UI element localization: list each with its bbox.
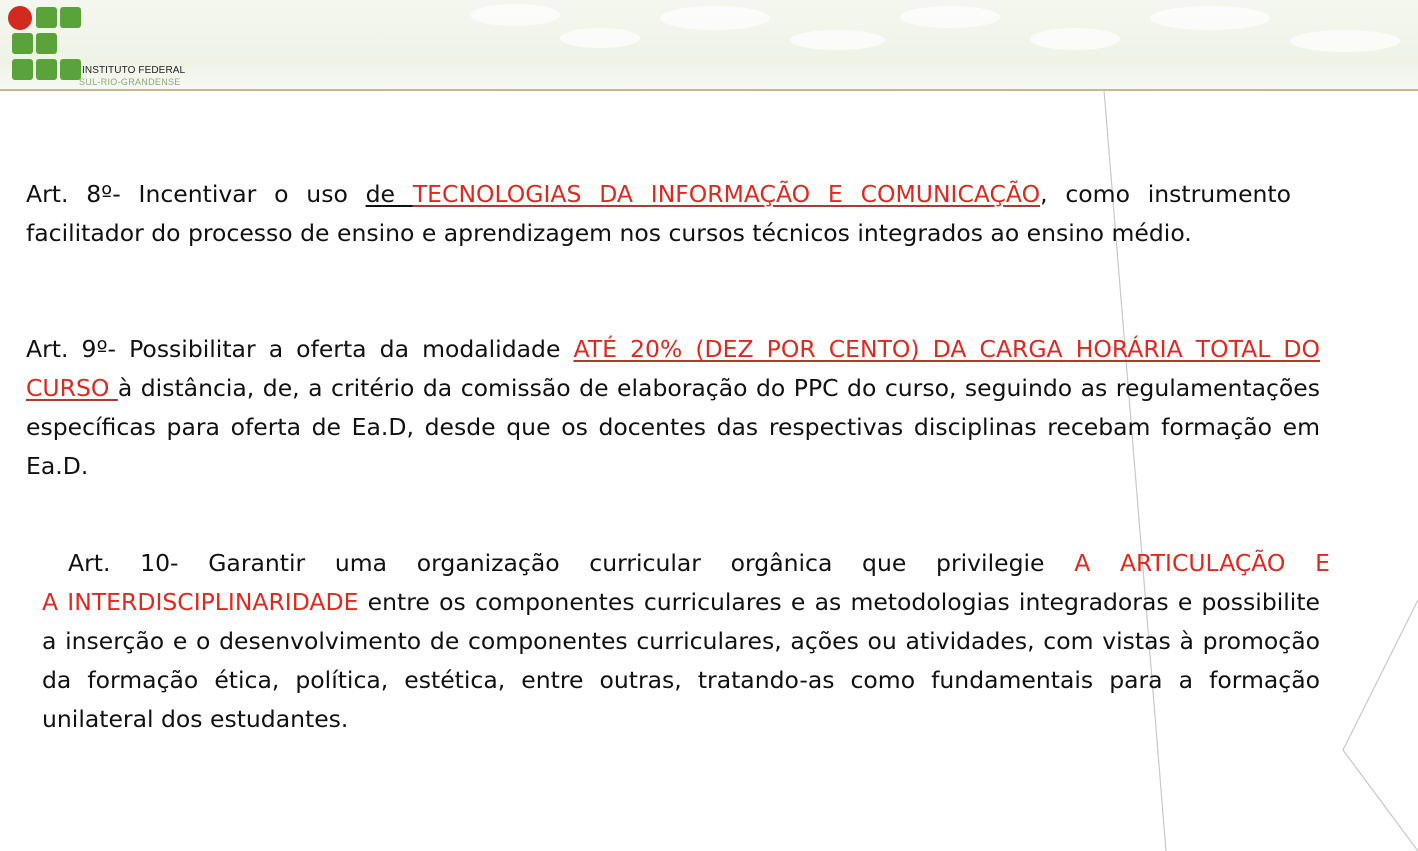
institution-name: INSTITUTO FEDERAL: [82, 65, 186, 76]
article-10: [42, 544, 1330, 739]
art9-highlight: ATÉ 20% (DEZ POR CENTO) DA CARGA HORÁRIA TOTAL DO CURSO: [26, 335, 1320, 402]
art9-rest: à distância, de, a critério da comissão de elaboração do PPC do curso, seguindo as regulamentações específicas para oferta de Ea.D, desde que os docentes das respectivas disciplinas recebam formação em Ea.D.: [26, 374, 1320, 480]
art10-highlight-line2: A INTERDISCIPLINARIDADE: [42, 588, 359, 616]
art8-prefix: Art. 8º- Incentivar o uso: [26, 180, 366, 208]
header-divider: [0, 89, 1418, 91]
article-9: [26, 330, 1320, 486]
institution-subtitle: SUL-RIO-GRANDENSE: [79, 77, 181, 87]
art8-rest: , como instrumento facilitador do processo de ensino e aprendizagem nos cursos técnicos integrados ao ensino médio.: [26, 180, 1292, 247]
art8-highlight: TECNOLOGIAS DA INFORMAÇÃO E COMUNICAÇÃO: [412, 180, 1041, 208]
decorative-chevron: [1338, 600, 1418, 851]
art8-de: de: [365, 180, 413, 208]
art10-prefix: Garantir uma organização curricular orgânica que privilegie: [208, 549, 1075, 577]
art9-prefix: Art. 9º- Possibilitar a oferta da modalidade: [26, 335, 574, 363]
logo-red-dot: [8, 6, 32, 30]
art10-label: Art. 10-: [68, 549, 209, 577]
article-8: [26, 175, 1291, 253]
art10-rest: entre os componentes curriculares e as metodologias integradoras e possibilite a inserção e o desenvolvimento de componentes curriculares, ações ou atividades, com vistas à promoção da formação ética, política, estética, entre outras, tratando-as como fundamentais para a formação unilateral dos estudantes.: [42, 588, 1321, 733]
institution-logo: [8, 6, 80, 84]
header-band: [0, 0, 1418, 90]
art10-highlight-line1: A ARTICULAÇÃO E: [1074, 549, 1330, 577]
